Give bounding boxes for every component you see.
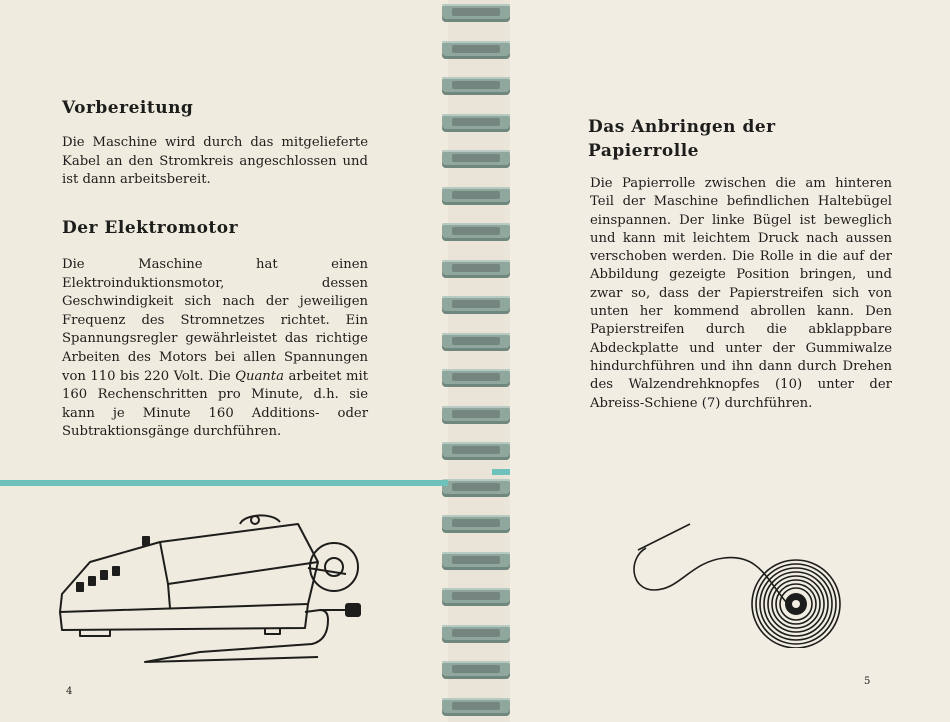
spiral-ring (442, 114, 510, 136)
paragraph-papierrolle: Die Papierrolle zwischen die am hinteren Teil der Maschine befindlichen Haltebügel einspannen. Der linke Bügel ist beweglich und kann mit leichtem Druck nach aussen verschoben werden. Die Rolle in die auf der Abbildung gezeigte Position bringen, und zwar so, dass der Papierstreifen sich von unten her kommend abrollen kann. Den Papierstreifen durch die abklappbare Abdeckplatte und unter der Gummiwalze hindurchführen und ihn dann durch Drehen des Walzendrehknopfes (10) unter der Abreiss-Schiene (7) durchführen. (590, 176, 892, 411)
spiral-ring (442, 333, 510, 355)
spiral-ring (442, 515, 510, 537)
spiral-ring (442, 296, 510, 318)
brand-quanta: Quanta (235, 368, 284, 384)
spiral-ring (442, 260, 510, 282)
spiral-ring (442, 150, 510, 172)
paragraph-vorbereitung: Die Maschine wird durch das mitgelieferte Kabel an den Stromkreis angeschlossen und ist dann arbeitsbereit. (62, 135, 368, 188)
spiral-binding (448, 0, 504, 722)
paragraph-elektromotor-part-2: arbeitet mit 160 Rechenschritten pro Minute, d.h. sie kann je Minute 160 Additions- oder Subtraktionsgänge durchführen. (62, 368, 368, 440)
spiral-ring (442, 223, 510, 245)
page-number-right: 5 (864, 676, 871, 687)
heading-elektromotor: Der Elektromotor (62, 218, 239, 238)
spiral-ring (442, 4, 510, 26)
paper-roll-illustration (620, 518, 900, 648)
right-page (510, 0, 950, 722)
spiral-ring (442, 479, 510, 501)
spiral-ring (442, 661, 510, 683)
spiral-ring (442, 41, 510, 63)
spiral-ring (442, 625, 510, 647)
spiral-ring (442, 369, 510, 391)
page-number-left: 4 (66, 686, 73, 697)
heading-vorbereitung: Vorbereitung (62, 98, 194, 118)
heading-papierrolle: Das Anbringen der Papierrolle (588, 117, 776, 161)
left-page (0, 0, 452, 722)
paragraph-elektromotor-part-1: Die Maschine hat einen Elektroinduktionsmotor, dessen Geschwindigkeit sich nach der jeweiligen Frequenz des Stromnetzes richtet. Ein Spannungsregler gewährleistet das richtige Arbeiten des Motors bei allen Spannungen von 110 bis 220 Volt. Die (62, 257, 368, 384)
calculator-machine-illustration (50, 512, 380, 672)
spiral-ring (442, 77, 510, 99)
spiral-ring (442, 406, 510, 428)
spiral-ring (442, 588, 510, 610)
spiral-ring (442, 187, 510, 209)
spiral-ring (442, 698, 510, 720)
paragraph-elektromotor (62, 256, 368, 442)
spiral-ring (442, 552, 510, 574)
spiral-ring (442, 442, 510, 464)
accent-stripe-left (0, 480, 448, 486)
